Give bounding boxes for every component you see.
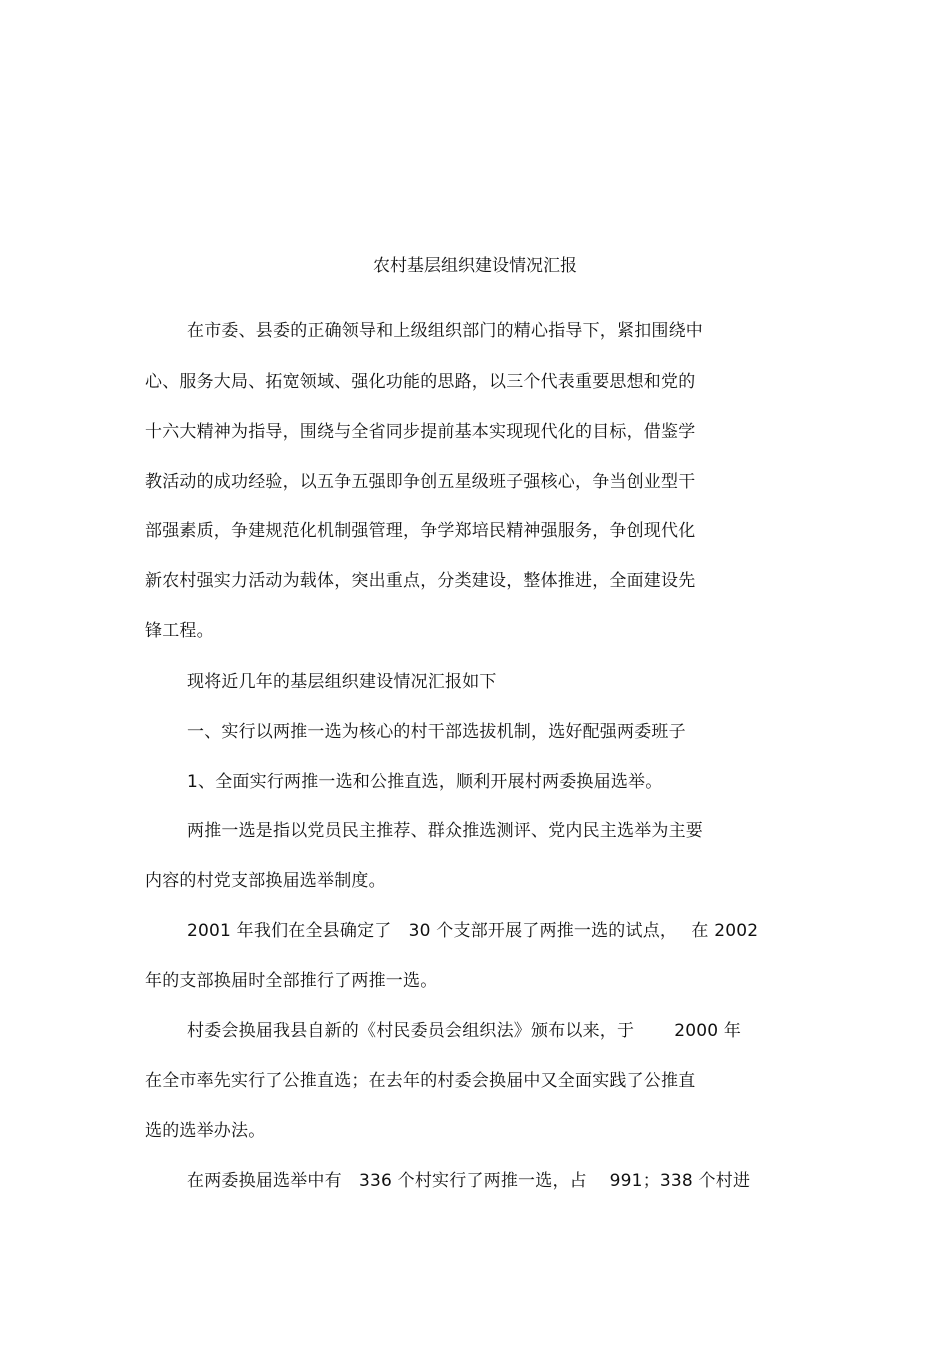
paragraph-line: 十六大精神为指导，围绕与全省同步提前基本实现现代化的目标，借鉴学 [145, 422, 696, 442]
paragraph-line: 在两委换届选举中有 336 个村实行了两推一选，占 991；338 个村进 [187, 1171, 751, 1191]
paragraph-line: 年的支部换届时全部推行了两推一选。 [145, 971, 438, 991]
paragraph-line: 在市委、县委的正确领导和上级组织部门的精心指导下，紧扣围绕中 [187, 321, 703, 341]
paragraph-line: 部强素质，争建规范化机制强管理，争学郑培民精神强服务，争创现代化 [145, 521, 696, 541]
paragraph-line: 锋工程。 [145, 621, 214, 641]
paragraph-line: 心、服务大局、拓宽领域、强化功能的思路，以三个代表重要思想和党的 [145, 372, 696, 392]
paragraph-line: 内容的村党支部换届选举制度。 [145, 871, 386, 891]
paragraph-line: 在全市率先实行了公推直选；在去年的村委会换届中又全面实践了公推直 [145, 1071, 696, 1091]
subsection-heading: 1、全面实行两推一选和公推直选，顺利开展村两委换届选举。 [187, 772, 663, 792]
section-heading: 一、实行以两推一选为核心的村干部选拔机制，选好配强两委班子 [187, 722, 686, 742]
paragraph-line: 教活动的成功经验，以五争五强即争创五星级班子强核心，争当创业型干 [145, 472, 696, 492]
paragraph-line: 两推一选是指以党员民主推荐、群众推选测评、党内民主选举为主要 [187, 821, 703, 841]
paragraph-line: 选的选举办法。 [145, 1121, 266, 1141]
paragraph-line: 村委会换届我县自新的《村民委员会组织法》颁布以来，于 2000 年 [187, 1021, 742, 1041]
paragraph-line: 新农村强实力活动为载体，突出重点，分类建设，整体推进，全面建设先 [145, 571, 696, 591]
document-title: 农村基层组织建设情况汇报 [373, 256, 577, 276]
paragraph-line: 2001 年我们在全县确定了 30 个支部开展了两推一选的试点， 在 2002 [187, 921, 759, 941]
paragraph-line: 现将近几年的基层组织建设情况汇报如下 [187, 672, 497, 692]
